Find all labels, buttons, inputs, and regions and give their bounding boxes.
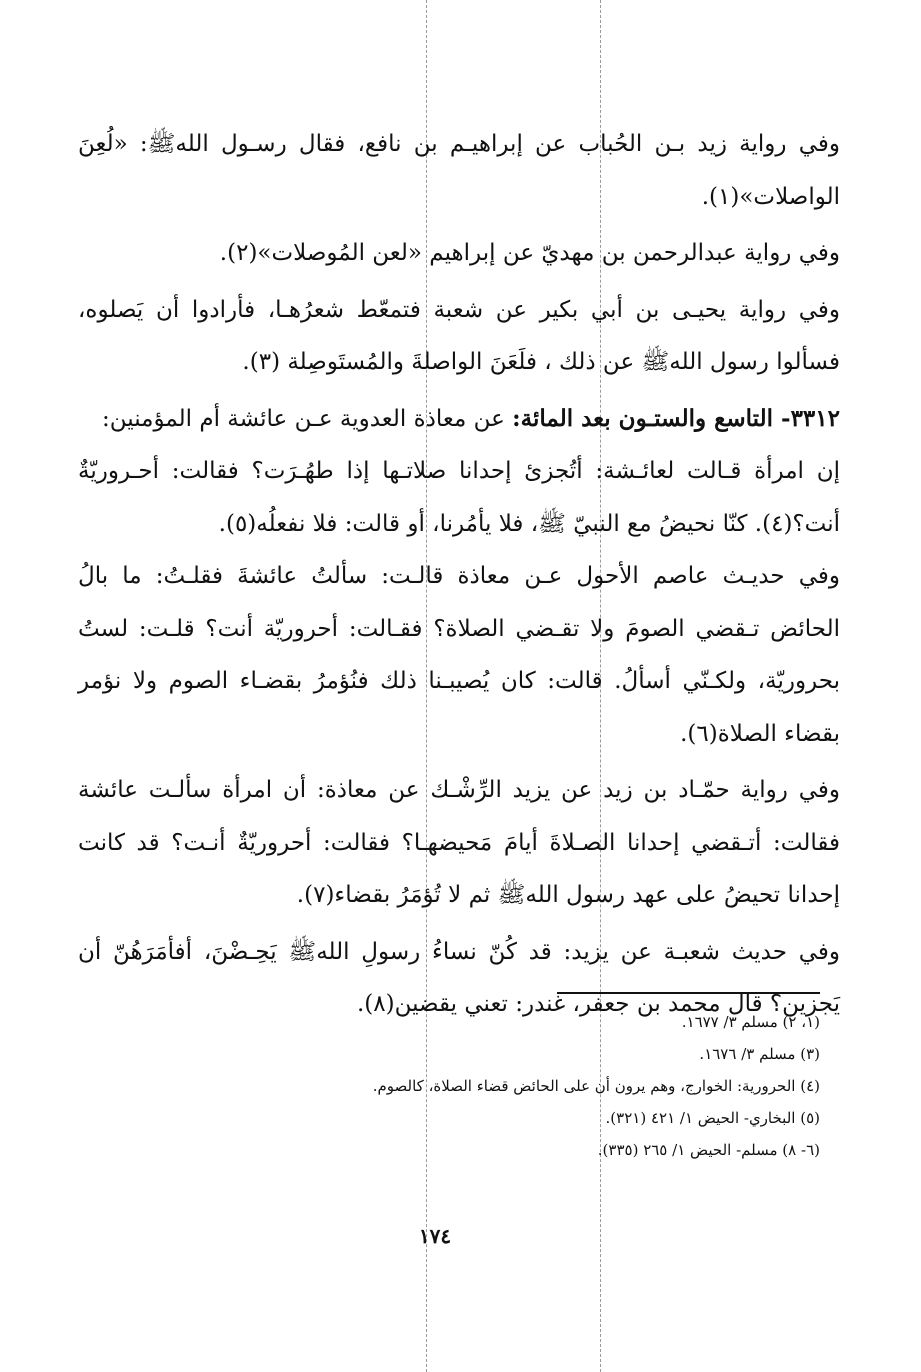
footnote-3: (٣) مسلم ٣/ ١٦٧٦. — [699, 1045, 820, 1063]
paragraph-woman-question: إن امرأة قـالت لعائـشة: أتُجزئ إحدانا صلاتـها إذا طهُـرَت؟ فقالت: أحـروريّةٌ أنت؟(٤). كنّا نحيضُ مع النبيّ ﷺ، فلا يأمُرنا، أو قالت: فلا نفعلُه(٥). — [78, 458, 840, 537]
hadith-heading — [78, 393, 840, 446]
footnote-5: (٥) البخاري- الحيض ١/ ٤٢١ (٣٢١). — [605, 1109, 820, 1127]
main-text — [78, 118, 840, 1031]
paragraph-shuba-yazid: وفي حديث شعبـة عن يزيد: قد كُنّ نساءُ رسولِ اللهﷺ يَحِـضْنَ، أفأمَرَهُنّ أن يَجزين؟ قال محمد بن جعفر، غندر: تعني يقضين(٨). — [78, 938, 840, 1017]
footnote-6-8: (٦- ٨) مسلم- الحيض ١/ ٢٦٥ (٣٣٥). — [597, 1141, 820, 1159]
paragraph-hammad-zayd: وفي رواية حمّـاد بن زيد عن يزيد الرِّشْـك عن معاذة: أن امرأة سألـت عائشة فقالت: أتـقضي إحدانا الصـلاةَ أيامَ مَحيضهـا؟ فقالت: أحروريّةٌ أنـت؟ قد كانت إحدانا تحيضُ على عهد رسول اللهﷺ ثم لا تُؤمَرُ بقضاء(٧). — [78, 777, 840, 908]
paragraph-asim-ahwal: وفي حديـث عاصم الأحول عـن معاذة قالـت: سألتُ عائشةَ فقلـتُ: ما بالُ الحائض تـقضي الصومَ ولا تقـضي الصلاة؟ فقـالت: أحروريّة أنت؟ قلـت: لستُ بحروريّة، ولكـنّي أسألُ. قالت: كان يُصيبـنا ذلك فنُؤمرُ بقضـاء الصوم ولا نؤمر بقضاء الصلاة(٦). — [78, 563, 840, 747]
footnote-1-2: (١، ٢) مسلم ٣/ ١٦٧٧. — [681, 1013, 820, 1031]
footnote-separator — [557, 992, 820, 994]
footnotes — [160, 1006, 820, 1166]
footnote-4: (٤) الحرورية: الخوارج، وهم يرون أن على الحائض قضاء الصلاة، كالصوم. — [372, 1077, 820, 1095]
hadith-heading-text: عن معاذة العدوية عـن عائشة أم المؤمنين: — [102, 405, 513, 432]
paragraph-abdurrahman-mahdi: وفي رواية عبدالرحمن بن مهديّ عن إبراهيم «لعن المُوصلات»(٢). — [219, 240, 840, 266]
paragraph-yahya-bukayr: وفي رواية يحيـى بن أبي بكير عن شعبة فتمعّط شعرُهـا، فأرادوا أن يَصلوه، فسألوا رسول اللهﷺ عن ذلك ، فلَعَنَ الواصلةَ والمُستَوصِلة (٣). — [78, 296, 840, 375]
page-number: ١٧٤ — [418, 1224, 452, 1248]
paragraph-zayd-hubab: وفي رواية زيد بـن الحُباب عن إبراهيـم بن نافع، فقال رسـول اللهﷺ: «لُعِنَ الواصلات»(١). — [78, 131, 840, 210]
hadith-number-label: ٣٣١٢- التاسع والستـون بعد المائة: — [512, 404, 840, 432]
